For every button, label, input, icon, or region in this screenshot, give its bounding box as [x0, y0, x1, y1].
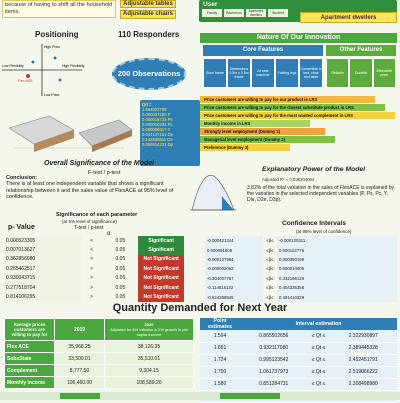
price-2020: 108,589.20	[105, 377, 194, 389]
significance-conclusion: Conclusion: There is at least one independent variable that shows a significant relationship between it and the sales value of FlexACE at 95% level of confidence.	[6, 175, 174, 200]
comparison-sign: >	[90, 294, 94, 301]
positioning-map	[0, 40, 85, 100]
ci-lower: 0.000051608	[205, 245, 263, 254]
point-estimate: 1.724	[200, 354, 240, 366]
ci-lower: -0.000002062	[205, 264, 263, 273]
table-row: -0.000002062 ≤β≤ 0.000014005	[205, 264, 397, 273]
other-feature-item: Durable	[349, 58, 372, 88]
alpha-cell: 0.05	[115, 247, 126, 254]
adjustable-tables-button[interactable]: Adjustable tables	[120, 0, 176, 8]
variable-bar: Monthly income in LRS	[200, 120, 310, 127]
innovation-title: Nature Of Our Innovation	[200, 33, 397, 43]
price-table	[4, 318, 194, 389]
price-row-label: Complement	[5, 365, 55, 377]
ci-lower: -0.624398945	[205, 292, 263, 301]
table-row: 1.594 0.865502656 ≤ Qt ≤ 2.322930897	[200, 330, 397, 342]
significance-tag: Not Significant	[138, 283, 184, 292]
ci-upper: 0.404335358	[277, 283, 397, 292]
comparison-sign: >	[90, 275, 94, 282]
explanatory-title: Explanatory Power of the Model	[262, 166, 366, 173]
user-type-family: Family	[202, 9, 222, 17]
alpha-cell: 0.05	[115, 237, 126, 244]
table-header-row	[200, 318, 397, 330]
variable-bar: Price customers are willing to pay for our product is LRS	[200, 96, 375, 103]
ci-upper: 0.000350199	[277, 255, 397, 264]
table-row	[5, 377, 194, 389]
ci-title: Confidence Intervals	[282, 220, 346, 227]
table-row: 1.580 0.851284731 ≤ Qt ≤ 2.308498980	[200, 378, 397, 390]
table-row: 1.790 1.061737973 ≤ Qt ≤ 2.519066222	[200, 366, 397, 378]
table-row	[4, 236, 184, 245]
table-row	[5, 353, 194, 365]
alpha-cell: 0.05	[115, 265, 126, 272]
ci-lower: -0.000127984	[205, 255, 263, 264]
ci-upper: -0.000120311	[277, 236, 397, 245]
variable-bar: Preference (Dummy 3)	[200, 144, 290, 151]
price-label-header: Average prices customers are willing to pay for	[5, 319, 55, 341]
core-feature-item: Folding legs	[275, 58, 299, 88]
comparison-sign: >	[90, 265, 94, 272]
significance-tag: Significant	[138, 245, 184, 254]
interval-lower: 0.995123542	[240, 354, 308, 366]
alpha-cell: 0.05	[115, 284, 126, 291]
year-2020-header: 2020 Adjusted for 6% inflation & 2% growth in per capita income	[105, 319, 194, 341]
table-row: 0.000051608 ≤β≤ 0.000122776	[205, 245, 397, 254]
table-row: -0.624398945 ≤β≤ 0.491410329	[205, 292, 397, 301]
user-type-student: Student	[268, 9, 288, 17]
alpha-symbol: α	[107, 231, 111, 237]
price-2020: 35,510.01	[105, 353, 194, 365]
product-images	[4, 108, 134, 163]
adjustable-chairs-button[interactable]: Adjustable chairs	[120, 10, 176, 19]
high-flex-label: High Flexibility	[62, 64, 85, 68]
year-2019-header: 2019	[55, 319, 105, 341]
ci-table	[205, 236, 397, 302]
table-row	[4, 245, 184, 254]
significance-title: Overall Significance of the Model	[44, 160, 155, 167]
core-features-header: Core Features	[203, 45, 323, 56]
ci-upper: 0.491410329	[277, 292, 397, 301]
core-feature-item: At seat machine	[251, 58, 275, 88]
low-price-label: Low Price	[44, 93, 60, 97]
pvalue-cell: 0.007013627	[4, 245, 81, 254]
pvalue-cell: 0.930043715	[4, 274, 81, 283]
price-2019: 35,968.25	[55, 341, 105, 353]
interval-upper: 2.322930897	[330, 330, 398, 342]
interval-upper: 2.519066222	[330, 366, 398, 378]
pvalue-cell: 0.277518704	[4, 283, 81, 292]
table-row	[4, 255, 184, 264]
price-2020: 9,304.15	[105, 365, 194, 377]
point-estimate: 1.661	[200, 342, 240, 354]
price-2019: 106,460.00	[55, 377, 105, 389]
interval-lower: 0.851284731	[240, 378, 308, 390]
user-label: User	[203, 1, 218, 8]
core-feature-list	[203, 58, 323, 88]
table-row	[4, 274, 184, 283]
other-features-header: Other Features	[326, 45, 396, 56]
price-2019: 8,777.50	[55, 365, 105, 377]
user-type-bachelors: Bachelors	[224, 9, 244, 17]
table-row	[4, 283, 184, 292]
comparison-sign: <	[90, 237, 94, 244]
responders-title: 110 Responders	[118, 30, 180, 39]
table-row: -0.304007767 ≤β≤ 0.332166129	[205, 274, 397, 283]
ci-lower: -0.114815132	[205, 283, 263, 292]
core-feature-item: Stool frame	[203, 58, 227, 88]
table-row: 1.724 0.995123542 ≤ Qt ≤ 2.452451791	[200, 354, 397, 366]
pvalue-cell: 0.265462517	[4, 264, 81, 273]
high-price-label: High Price	[44, 45, 61, 49]
significance-tag: Not Significant	[138, 255, 184, 264]
quantity-title: Quantity Demanded for Next Year	[112, 302, 288, 314]
other-feature-item: Affordable price	[373, 58, 396, 88]
table-header-row	[5, 319, 194, 341]
flexace-label: Flex ACE	[18, 79, 33, 83]
parameter-significance-title: Significance of each parameter	[56, 212, 138, 218]
top-note: because of having to shift all the household items.	[2, 0, 116, 18]
interval-upper: 2.308498980	[330, 378, 398, 390]
interval-upper: 2.389445328	[330, 342, 398, 354]
ci-upper: 0.000014005	[277, 264, 397, 273]
user-type-apartment: Apartment dwellers	[246, 9, 266, 17]
variable-bar: Price customers are willing to pay for the most wanted complement in LRS	[200, 112, 395, 119]
table-row	[5, 365, 194, 377]
ci-upper: 0.332166129	[277, 274, 397, 283]
adjusted-r2: Adjusted R² = 0.038304004	[262, 177, 315, 182]
alpha-cell: 0.05	[115, 256, 126, 263]
interval-estimation-header: Interval estimation	[240, 318, 397, 330]
rejection-region-diagram	[188, 166, 238, 216]
observations-badge: 200 Observations	[112, 58, 186, 90]
point-estimate: 1.790	[200, 366, 240, 378]
comparison-sign: >	[90, 284, 94, 291]
significance-tag: Significant	[138, 236, 184, 245]
estimates-table	[200, 318, 397, 403]
flexace-point	[26, 74, 30, 78]
comparison-sign: <	[90, 247, 94, 254]
interval-lower: 0.932117080	[240, 342, 308, 354]
regression-equation: Qd = 1.864022788 0.000037250 P 0.000018733 Ps 0.000010332 Pc 0.000006517 Y 0.014127161 De 0.143836611 De 0.066614231 Dp	[140, 100, 200, 166]
price-row-label: SubsState	[5, 353, 55, 365]
variable-bar: Strongly level employment (Dummy 1)	[200, 128, 325, 135]
pvalue-cell: 0.000523305	[4, 236, 81, 245]
positioning-title: Positioning	[35, 30, 79, 39]
table-row	[4, 292, 184, 301]
bottom-strip	[0, 392, 400, 400]
pvalue-heading: p- Value	[8, 224, 35, 231]
table-row: 1.661 0.932117080 ≤ Qt ≤ 2.389445328	[200, 342, 397, 354]
point-estimate: 1.580	[200, 378, 240, 390]
other-feature-item: Reliable	[326, 58, 349, 88]
table-row: -0.114815132 ≤β≤ 0.404335358	[205, 283, 397, 292]
core-feature-item: Dimensions 0.5m x 0.5m frame	[227, 58, 251, 88]
point-estimates-header: Point estimates	[200, 318, 240, 330]
table-row	[5, 341, 194, 353]
ci-lower: -0.000421344	[205, 236, 263, 245]
significance-tag: Not Significant	[138, 264, 184, 273]
table-row: -0.000127984 ≤β≤ 0.000350199	[205, 255, 397, 264]
price-2020: 38,126.35	[105, 341, 194, 353]
interval-lower: 1.061737973	[240, 366, 308, 378]
alpha-cell: 0.05	[115, 294, 126, 301]
ci-lower: -0.304007767	[205, 274, 263, 283]
variable-bar: Price customers are willing to pay for the closest substitute product in LRS	[200, 104, 385, 111]
pvalue-cell: 0.362856980	[4, 255, 81, 264]
price-row-label: Monthly income	[5, 377, 55, 389]
significance-test: F-test / p-test	[88, 170, 121, 176]
table-row	[4, 264, 184, 273]
comparison-sign: >	[90, 256, 94, 263]
table-row: -0.000421344 ≤β≤ -0.000120311	[205, 236, 397, 245]
parameter-test-kind: T-test / p-test	[74, 225, 104, 231]
price-2019: 33,500.01	[55, 353, 105, 365]
pvalue-cell: 0.814106295	[4, 292, 81, 301]
price-row-label: Flex ACE	[5, 341, 55, 353]
significance-tag: Not Significant	[138, 292, 184, 301]
pvalue-table	[4, 236, 184, 302]
other-feature-list	[326, 58, 396, 88]
significance-tag: Not Significant	[138, 274, 184, 283]
interval-lower: 0.865502656	[240, 330, 308, 342]
point-estimate: 1.594	[200, 330, 240, 342]
apartment-dwellers-badge: Apartment dwellers	[300, 12, 397, 23]
interval-upper: 2.452451791	[330, 354, 398, 366]
explanatory-body: 3.82% of the total variation in the sales of FlexACE is explained by the variation in the selected independent variables (P, Ps, Pc, Y, Dle, D2e, D3p).	[247, 185, 395, 203]
alpha-cell: 0.05	[115, 275, 126, 282]
ci-sub: (at 95% level of confidence)	[296, 229, 352, 234]
core-feature-item: Convertible to bed, chair and table	[299, 58, 323, 88]
parameter-significance-sub: (at 5% level of significance)	[62, 219, 117, 224]
variable-definitions	[200, 96, 397, 151]
ci-upper: 0.000122776	[277, 245, 397, 254]
low-flex-label: Low Flexibility	[2, 64, 24, 68]
variable-bar: Managerial level employment (Dummy 2)	[200, 136, 335, 143]
